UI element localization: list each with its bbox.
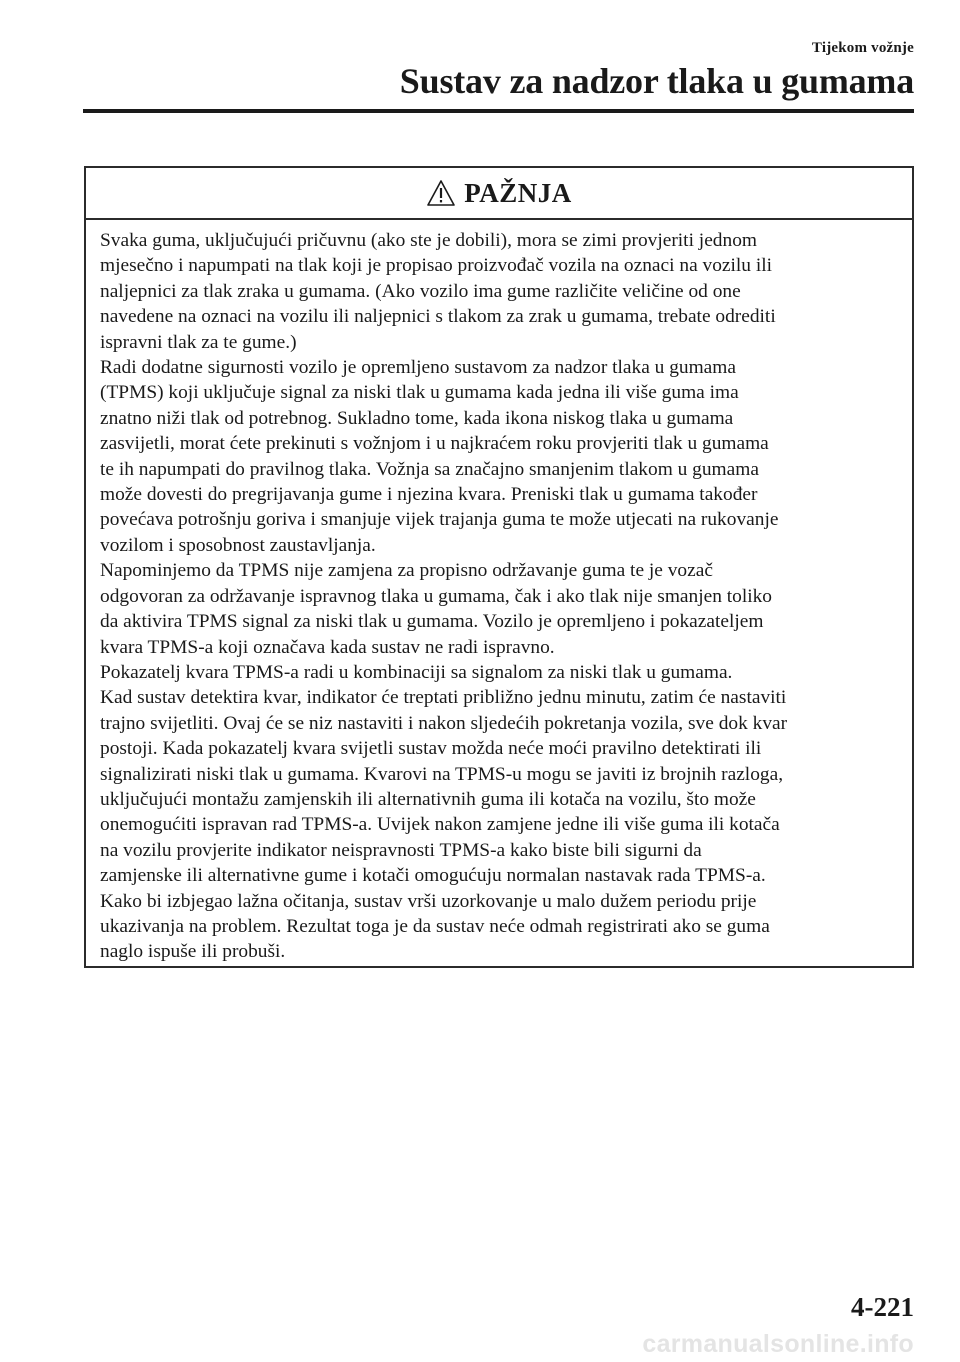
caution-text-line: te ih napumpati do pravilnog tlaka. Vožnja sa značajno smanjenim tlakom u gumama (100, 458, 759, 480)
caution-body (86, 220, 912, 965)
caution-text-line: ispravni tlak za te gume.) (100, 331, 297, 353)
caution-text-line: Radi dodatne sigurnosti vozilo je opremljeno sustavom za nadzor tlaka u gumama (100, 357, 736, 379)
caution-text-line: naglo ispuše ili probuši. (100, 941, 286, 963)
caution-header (86, 168, 912, 220)
caution-title: PAŽNJA (464, 177, 572, 208)
watermark: carmanualsonline.info (642, 1330, 914, 1358)
caution-text-line: signalizirati niski tlak u gumama. Kvarovi na TPMS-u mogu se javiti iz brojnih razloga, (100, 763, 784, 785)
caution-text-line: navedene na oznaci na vozilu ili naljepnici s tlakom za zrak u gumama, trebate odrediti (100, 306, 776, 328)
caution-text-line: Pokazatelj kvara TPMS-a radi u kombinaciji sa signalom za niski tlak u gumama. (100, 661, 733, 683)
caution-text-line: na vozilu provjerite indikator neispravnosti TPMS-a kako biste bili sigurni da (100, 839, 702, 861)
caution-text-line: ukazivanja na problem. Rezultat toga je da sustav neće odmah registrirati ako se guma (100, 915, 770, 937)
caution-text-line: zasvijetli, morat ćete prekinuti s vožnjom i u najkraćem roku provjeriti tlak u gumama (100, 433, 769, 455)
caution-text-line: (TPMS) koji uključuje signal za niski tlak u gumama kada jedna ili više guma ima (100, 382, 739, 404)
warning-triangle-icon (426, 179, 456, 207)
caution-text-line: vozilom i sposobnost zaustavljanja. (100, 534, 376, 556)
caution-text-line: odgovoran za održavanje ispravnog tlaka u gumama, čak i ako tlak nije smanjen toliko (100, 585, 772, 607)
caution-text-line: mjesečno i napumpati na tlak koji je propisao proizvođač vozila na oznaci na vozilu ili (100, 255, 772, 277)
caution-text-line: naljepnici za tlak zraka u gumama. (Ako vozilo ima gume različite veličine od one (100, 280, 741, 302)
caution-text-line: postoji. Kada pokazatelj kvara svijetli sustav možda neće moći pravilno detektirati ili (100, 738, 762, 760)
caution-text-line: Napominjemo da TPMS nije zamjena za propisno održavanje guma te je vozač (100, 560, 713, 582)
caution-text-line: Kad sustav detektira kvar, indikator će treptati približno jednu minutu, zatim će nastaviti (100, 687, 787, 709)
caution-text-line: onemogućiti ispravan rad TPMS-a. Uvijek nakon zamjene jedne ili više guma ili kotača (100, 814, 780, 836)
caution-text-line: Kako bi izbjegao lažna očitanja, sustav vrši uzorkovanje u malo dužem periodu prije (100, 890, 757, 912)
caution-box (84, 166, 914, 968)
caution-text-line: povećava potrošnju goriva i smanjuje vijek trajanja guma te može utjecati na rukovanje (100, 509, 779, 531)
caution-text-line: trajno svijetliti. Ovaj će se niz nastaviti i nakon sljedećih pokretanja vozila, sve dok kvar (100, 712, 788, 734)
caution-text-line: može dovesti do pregrijavanja gume i njezina kvara. Preniski tlak u gumama također (100, 484, 758, 506)
title-rule (83, 109, 914, 113)
page-number: 4-221 (851, 1292, 914, 1322)
caution-text-line: zamjenske ili alternativne gume i kotači omogućuju normalan nastavak rada TPMS-a. (100, 865, 766, 887)
caution-text-line: znatno niži tlak od potrebnog. Sukladno tome, kada ikona niskog tlaka u gumama (100, 407, 734, 429)
caution-text-line: uključujući montažu zamjenskih ili alternativnih guma ili kotača na vozilu, što može (100, 788, 756, 810)
caution-text-line: kvara TPMS-a koji označava kada sustav ne radi ispravno. (100, 636, 555, 658)
caution-text-line: Svaka guma, uključujući pričuvnu (ako ste je dobili), mora se zimi provjeriti jednom (100, 230, 757, 251)
caution-text-line: da aktivira TPMS signal za niski tlak u gumama. Vozilo je opremljeno i pokazateljem (100, 611, 764, 633)
section-label: Tijekom vožnje (811, 40, 914, 56)
page-title: Sustav za nadzor tlaka u gumama (399, 61, 914, 101)
